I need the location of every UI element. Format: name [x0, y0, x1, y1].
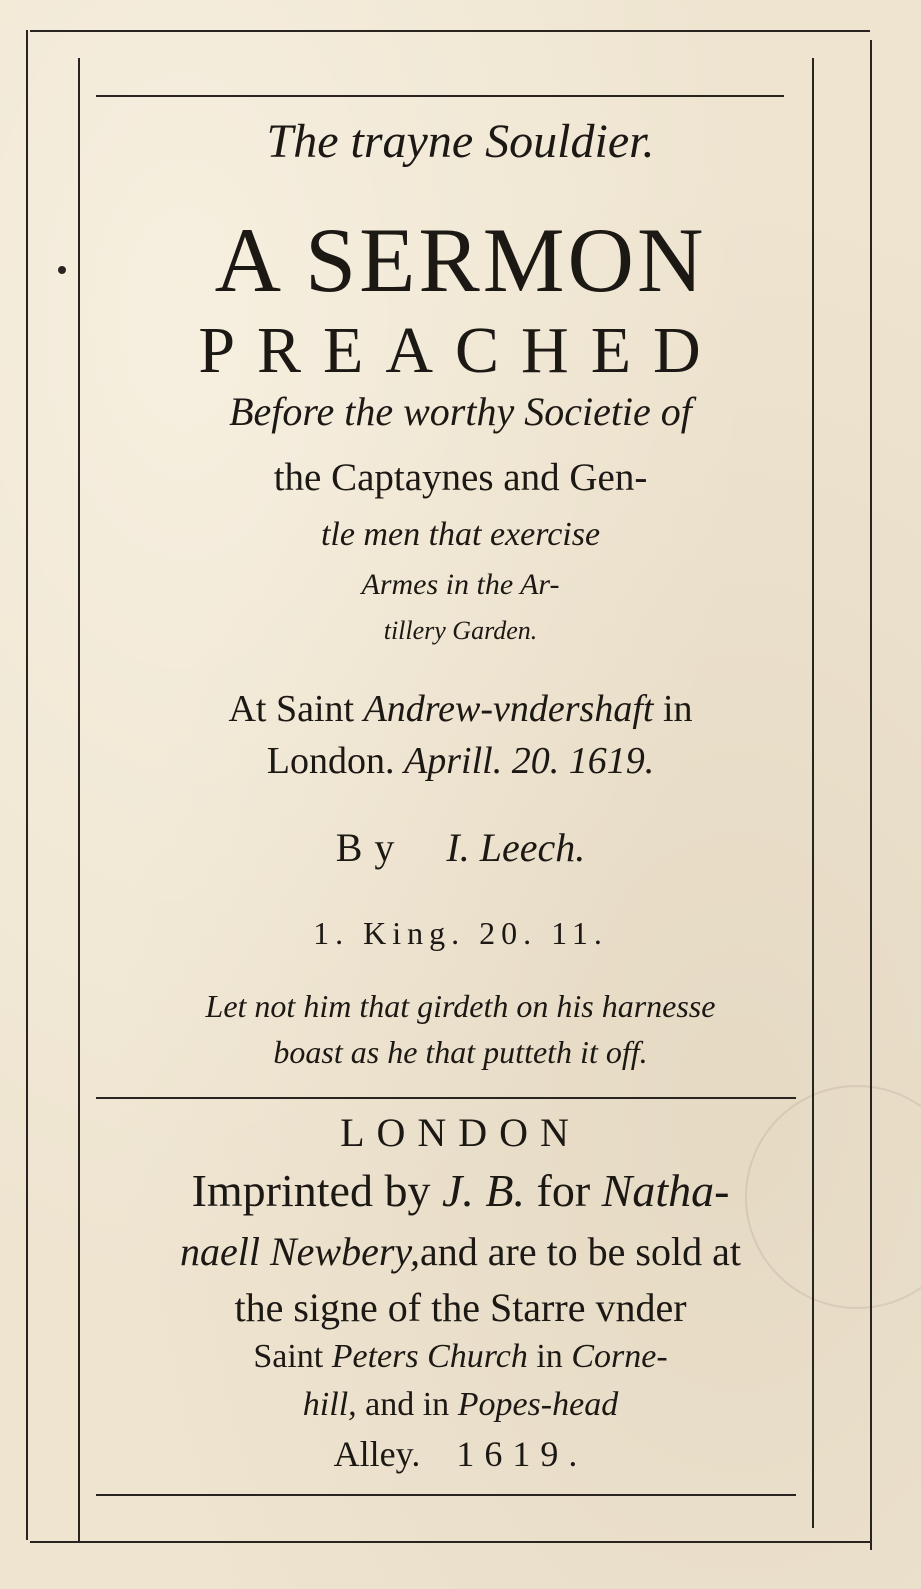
- date-text: Aprill. 20. 1619.: [404, 740, 655, 782]
- outer-top-rule: [30, 30, 870, 32]
- occasion-line-5: tillery Garden.: [383, 616, 538, 645]
- place-roman-text: At Saint: [228, 688, 355, 730]
- author-by-text: By: [335, 825, 407, 870]
- imprint-line-1c: for: [536, 1165, 591, 1216]
- imprint-line-4: [0, 1340, 921, 1374]
- occasion-line-3: tle men that exercise: [320, 516, 601, 553]
- imprint-line-4c: in: [536, 1338, 563, 1375]
- header-rule: [96, 95, 784, 97]
- scripture-reference: 1. King. 20. 11.: [313, 915, 608, 951]
- occasion-line-2: the Captaynes and Gen-: [273, 456, 648, 499]
- imprint-line-5b: and in: [365, 1386, 450, 1423]
- imprint-line-1a: Imprinted by: [191, 1165, 431, 1216]
- heading-preached: PREACHED: [198, 314, 723, 387]
- running-title: The trayne Souldier.: [266, 115, 655, 168]
- date-line: [0, 742, 921, 780]
- scripture-text-line-1: Let not him that girdeth on his harnesse: [205, 988, 716, 1024]
- author-line: [0, 825, 921, 870]
- imprint-line-1: [0, 1165, 921, 1216]
- place-in-text: in: [662, 688, 693, 730]
- imprint-line-4b: Peters Church: [331, 1338, 528, 1375]
- imprint-city: LONDON: [340, 1110, 581, 1155]
- outer-bottom-rule: [30, 1541, 872, 1543]
- heading-a-sermon: A SERMON: [214, 209, 707, 311]
- occasion-line-1: Before the worthy Societie of: [229, 389, 692, 434]
- imprint-line-6a: Alley.: [333, 1434, 421, 1474]
- scripture-text-line-2: boast as he that putteth it off.: [273, 1034, 648, 1070]
- imprint-line-5c: Popes-head: [457, 1386, 619, 1423]
- imprint-line-2b: and are to be sold at: [419, 1229, 741, 1274]
- imprint-line-2: [0, 1229, 921, 1274]
- footer-rule: [96, 1494, 796, 1496]
- imprint-line-6: [0, 1436, 921, 1472]
- imprint-publisher-name: naell Newbery,: [180, 1229, 420, 1274]
- author-name-text: I. Leech.: [446, 825, 586, 870]
- imprint-divider-rule: [96, 1097, 796, 1099]
- occasion-line-4: Armes in the Ar-: [361, 568, 560, 601]
- imprint-line-1d: Natha-: [601, 1165, 730, 1216]
- place-italic-text: Andrew-vndershaft: [363, 688, 654, 730]
- place-line: [0, 690, 921, 728]
- city-text: London.: [266, 740, 395, 782]
- imprint-line-3: the signe of the Starre vnder: [234, 1285, 687, 1330]
- imprint-line-5: [0, 1388, 921, 1422]
- imprint-line-4a: Saint: [253, 1338, 324, 1375]
- imprint-line-4d: Corne-: [571, 1338, 668, 1375]
- imprint-line-5a: hill,: [302, 1386, 357, 1423]
- imprint-year: 1619.: [456, 1434, 588, 1474]
- imprint-printer-initials: J. B.: [441, 1165, 525, 1216]
